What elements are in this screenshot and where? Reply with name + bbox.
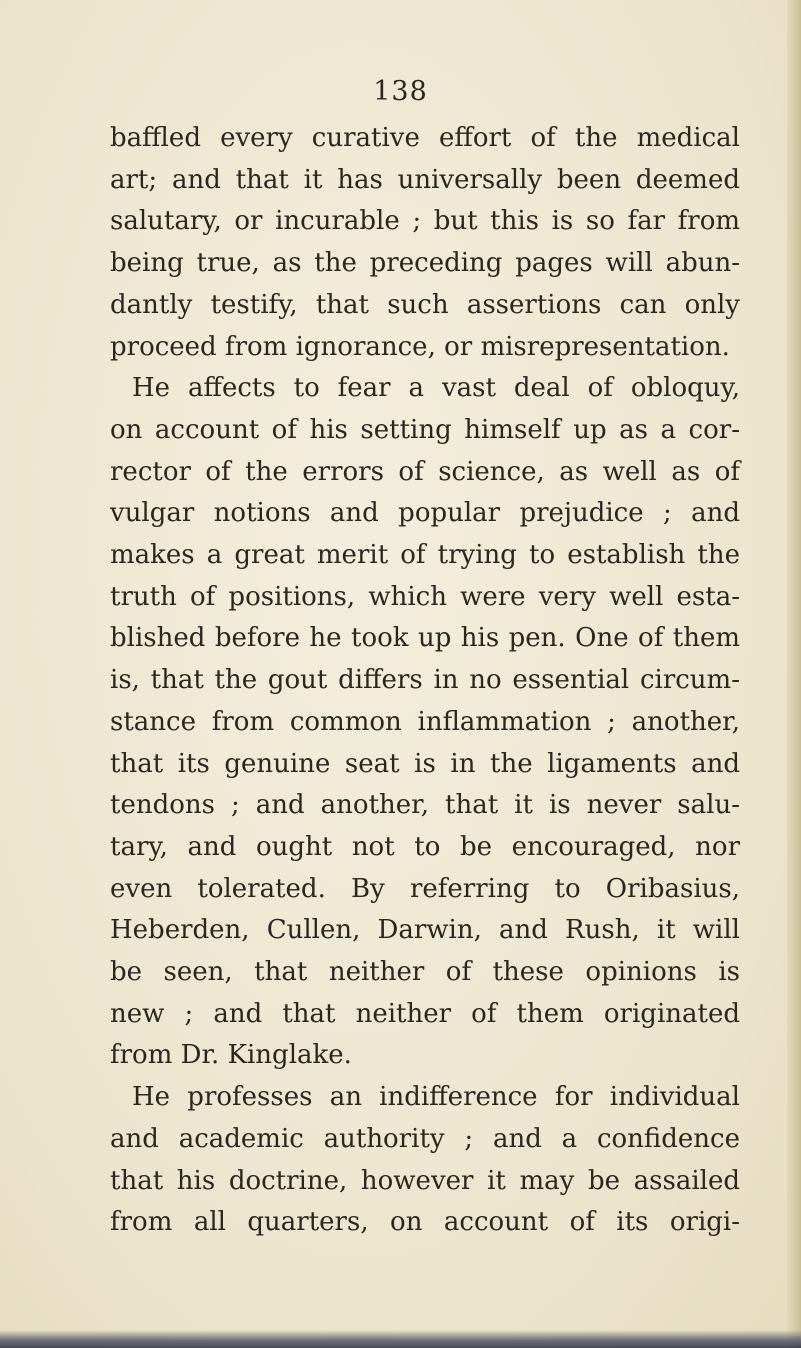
text-line: vulgar notions and popular prejudice ; and xyxy=(110,498,740,529)
page-edge-right xyxy=(787,0,801,1348)
text-line: and academic authority ; and a confidence xyxy=(110,1123,740,1154)
text-line: being true, as the preceding pages will abun- xyxy=(110,248,740,279)
body-text xyxy=(110,118,740,1244)
text-line: tendons ; and another, that it is never salu- xyxy=(110,790,740,821)
text-line: rector of the errors of science, as well as of xyxy=(110,456,740,487)
text-line: art; and that it has universally been deemed xyxy=(110,164,740,195)
text-line: be seen, that neither of these opinions is xyxy=(110,957,740,988)
page-edge-bottom xyxy=(0,1330,801,1348)
text-line: that its genuine seat is in the ligaments and xyxy=(110,748,740,779)
text-line: proceed from ignorance, or misrepresentation. xyxy=(110,331,730,362)
text-line: Heberden, Cullen, Darwin, and Rush, it will xyxy=(110,915,740,946)
text-line: is, that the gout differs in no essential circum- xyxy=(110,665,740,696)
text-line: stance from common inflammation ; another, xyxy=(110,706,740,737)
text-line: dantly testify, that such assertions can only xyxy=(110,289,740,320)
text-line: baffled every curative effort of the medical xyxy=(110,123,740,153)
text-line: even tolerated. By referring to Oribasius, xyxy=(110,873,740,904)
text-line: He affects to fear a vast deal of obloquy, xyxy=(132,373,740,404)
text-line: truth of positions, which were very well esta- xyxy=(110,581,740,612)
text-line: tary, and ought not to be encouraged, nor xyxy=(110,831,740,862)
text-line: from all quarters, on account of its origi- xyxy=(110,1207,740,1238)
text-line: on account of his setting himself up as a cor- xyxy=(110,414,740,445)
text-line: new ; and that neither of them originated xyxy=(110,998,740,1029)
text-line: makes a great merit of trying to establish the xyxy=(110,540,740,571)
text-line: that his doctrine, however it may be assailed xyxy=(110,1165,740,1196)
text-line: blished before he took up his pen. One of them xyxy=(110,623,740,654)
page-number: 138 xyxy=(373,76,428,107)
text-line: salutary, or incurable ; but this is so far from xyxy=(110,206,740,237)
text-line: He professes an indifference for individual xyxy=(132,1082,740,1113)
text-line: from Dr. Kinglake. xyxy=(110,1040,352,1071)
